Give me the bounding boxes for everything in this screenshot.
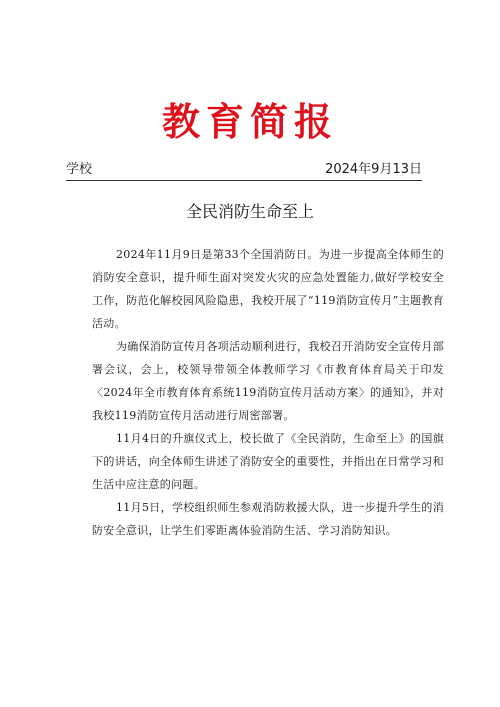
issue-date: 2024年9月13日	[325, 162, 422, 177]
paragraph: 11月4日的升旗仪式上，校长做了《全民消防，生命至上》的国旗下的讲话，向全体师生讲述了消防安全的重要性，并指出在日常学习和生活中应注意的问题。	[92, 432, 444, 491]
paragraph: 2024年11月9日是第33个全国消防日。为进一步提高全体师生的消防安全意识，提升师生面对突发火灾的应急处置能力,做好学校安全工作，防范化解校园风险隐患，我校开展了“119消防宣传月”主题教育活动。	[92, 248, 444, 330]
paragraph: 11月5日，学校组织师生参观消防救援大队，进一步提升学生的消防安全意识，让学生们零距离体验消防生活、学习消防知识。	[92, 501, 444, 537]
newsletter-masthead: 教育简报	[161, 99, 338, 144]
article-body	[92, 243, 444, 542]
article-title: 全民消防生命至上	[185, 202, 314, 221]
meta-row	[66, 160, 422, 181]
paragraph: 为确保消防宣传月各项活动顺利进行，我校召开消防安全宣传月部署会议，会上，校领导带领全体教师学习《市教育体育局关于印发〈2024年全市教育体育系统119消防宣传月活动方案〉的通知》，并对我校119消防宣传月活动进行周密部署。	[92, 340, 444, 422]
school-label: 学校	[66, 162, 93, 177]
